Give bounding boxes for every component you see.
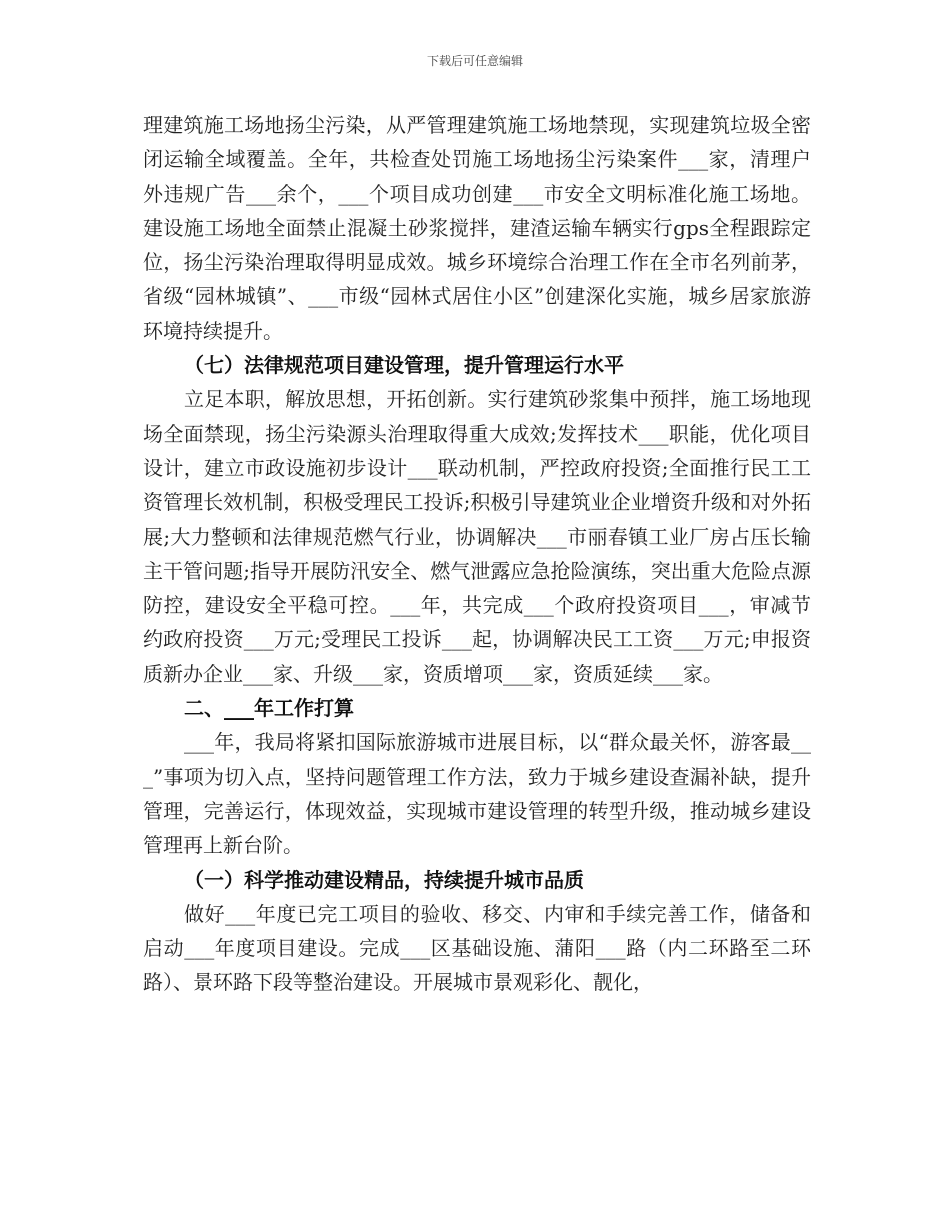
paragraph-work-plan-intro: ___年，我局将紧扣国际旅游城市进展目标，以“群众最关怀，游客最___”事项为切入点，坚持问题管理工作方法，致力于城乡建设查漏补缺，提升管理，完善运行，体现效益，实现城市建设管理的转型升级，推动城乡建设管理再上新台阶。 xyxy=(143,730,811,858)
paragraph-construction-quality: 做好___年度已完工项目的验收、移交、内审和手续完善工作，储备和启动___年度项目建设。完成___区基础设施、蒲阳___路（内二环路至二环路）、景环路下段等整治建设。开展城市景观彩化、靓化， xyxy=(143,901,811,995)
page-header-note: 下载后可任意编辑 xyxy=(426,54,523,68)
paragraph-project-management: 立足本职，解放思想，开拓创新。实行建筑砂浆集中预拌，施工场地现场全面禁现，扬尘污染源头治理取得重大成效;发挥技术___职能，优化项目设计，建立市政设施初步设计___联动机制，严控政府投资;全面推行民工工资管理长效机制，积极受理民工投诉;积极引导建筑业企业增资升级和对外拓展;大力整顿和法律规范燃气行业，协调解决___市丽春镇工业厂房占压长输主干管问题;指导开展防汛安全、燃气泄露应急抢险演练，突出重大危险点源防控，建设安全平稳可控。___年，共完成___个政府投资项目___，审减节约政府投资___万元;受理民工投诉___起，协调解决民工工资___万元;申报资质新办企业___家、升级___家，资质增项___家，资质延续___家。 xyxy=(143,387,811,686)
section-heading-7: （七）法律规范项目建设管理，提升管理运行水平 xyxy=(184,353,624,378)
section-heading-work-plan: 二、___年工作打算 xyxy=(184,696,354,721)
paragraph-environment-governance: 理建筑施工场地扬尘污染，从严管理建筑施工场地禁现，实现建筑垃圾全密闭运输全域覆盖。全年，共检查处罚施工场地扬尘污染案件___家，清理户外违规广告___余个，___个项目成功创建___市安全文明标准化施工场地。建设施工场地全面禁止混凝土砂浆搅拌，建渣运输车辆实行gps全程跟踪定位，扬尘污染治理取得明显成效。城乡环境综合治理工作在全市名列前茅，省级“园林城镇”、___市级“园林式居住小区”创建深化实施，城乡居家旅游环境持续提升。 xyxy=(143,113,811,343)
section-heading-1: （一）科学推动建设精品，持续提升城市品质 xyxy=(184,867,584,892)
document-body xyxy=(143,108,811,1000)
